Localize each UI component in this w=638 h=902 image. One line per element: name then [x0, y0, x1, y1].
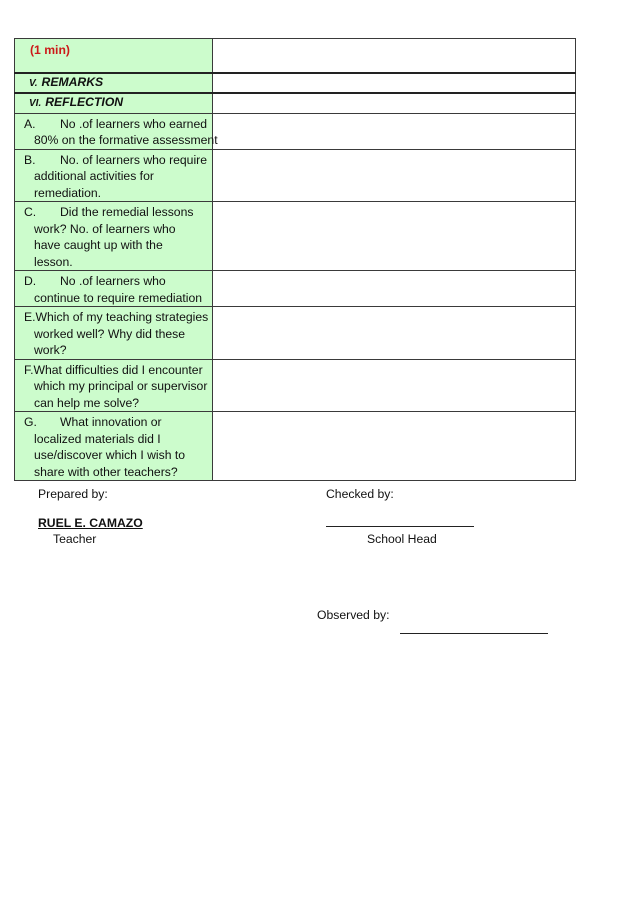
time-cell: [15, 39, 213, 73]
reflection-item-d: [15, 271, 576, 307]
school-head-role: School Head: [367, 532, 437, 546]
item-b-label-cell: [15, 149, 213, 202]
item-g-first-line: What innovation or: [60, 415, 162, 429]
remarks-value-cell[interactable]: [213, 73, 576, 94]
reflection-label: REFLECTION: [45, 95, 124, 109]
observer-signature-line[interactable]: [400, 633, 548, 634]
remarks-roman: V.: [29, 77, 38, 89]
reflection-item-f: [15, 359, 576, 412]
remarks-row: [15, 73, 576, 94]
item-a-label-cell: [15, 113, 218, 149]
reflection-item-a: [15, 113, 576, 149]
reflection-heading: [15, 94, 212, 113]
item-e-letter: E.: [24, 310, 36, 324]
item-c-answer-cell[interactable]: [213, 202, 576, 271]
item-f-first-line: What difficulties did I encounter: [33, 362, 203, 377]
remarks-label-cell: [15, 73, 213, 94]
item-a-letter: A.: [24, 116, 36, 131]
item-d-answer-cell[interactable]: [213, 271, 576, 307]
item-b-letter: B.: [24, 152, 36, 167]
item-f-label-cell: [15, 359, 213, 412]
item-e-rest: worked well? Why did these work?: [34, 326, 186, 357]
time-note: (1 min): [30, 43, 70, 57]
reflection-value-cell[interactable]: [213, 93, 576, 113]
teacher-role: Teacher: [53, 532, 97, 546]
item-c-rest: work? No. of learners who have caught up with the lesson.: [34, 221, 176, 269]
reflection-label-cell: [15, 93, 213, 113]
observed-by-label: Observed by:: [317, 608, 390, 622]
item-g-letter: G.: [24, 415, 37, 429]
item-c-first-line: Did the remedial lessons: [60, 205, 194, 219]
item-e-label-cell: [15, 307, 213, 360]
item-b-first-line: No. of learners who require: [60, 152, 207, 167]
item-a-rest: 80% on the formative assessment: [34, 133, 218, 147]
item-d-letter: D.: [24, 274, 37, 288]
item-b-rest: additional activities for remediation.: [34, 169, 154, 200]
reflection-item-g: [15, 412, 576, 481]
item-d-first-line: No .of learners who: [60, 274, 166, 288]
item-c-letter: C.: [24, 205, 37, 219]
item-c-label-cell: [15, 202, 213, 271]
time-value-cell[interactable]: [213, 39, 576, 73]
reflection-item-b: [15, 149, 576, 202]
item-g-label-cell: [15, 412, 213, 481]
checked-by-label: Checked by:: [326, 487, 394, 501]
teacher-name: RUEL E. CAMAZO: [38, 516, 143, 530]
item-f-rest: which my principal or supervisor can help me solve?: [34, 379, 208, 410]
item-a-answer-cell[interactable]: [213, 113, 576, 149]
reflection-item-e: [15, 307, 576, 360]
remarks-heading: [15, 74, 212, 93]
item-e-answer-cell[interactable]: [213, 307, 576, 360]
item-f-letter: F.: [24, 362, 34, 377]
item-a-first-line: No .of learners who earned: [60, 116, 208, 131]
reflection-table: [14, 38, 576, 481]
time-row: [15, 39, 576, 73]
reflection-row: [15, 93, 576, 113]
reflection-roman: VI.: [29, 98, 42, 109]
item-d-rest: continue to require remediation: [34, 290, 203, 305]
reflection-item-c: [15, 202, 576, 271]
item-e-first-line: Which of my teaching strategies: [35, 310, 209, 324]
remarks-label: REMARKS: [41, 74, 104, 89]
item-f-answer-cell[interactable]: [213, 359, 576, 412]
item-g-rest: localized materials did I use/discover which I wish to share with other teachers?: [34, 431, 186, 479]
item-b-answer-cell[interactable]: [213, 149, 576, 202]
item-g-answer-cell[interactable]: [213, 412, 576, 481]
school-head-signature-line[interactable]: [326, 526, 474, 527]
item-d-label-cell: [15, 271, 213, 307]
prepared-by-label: Prepared by:: [38, 487, 108, 501]
